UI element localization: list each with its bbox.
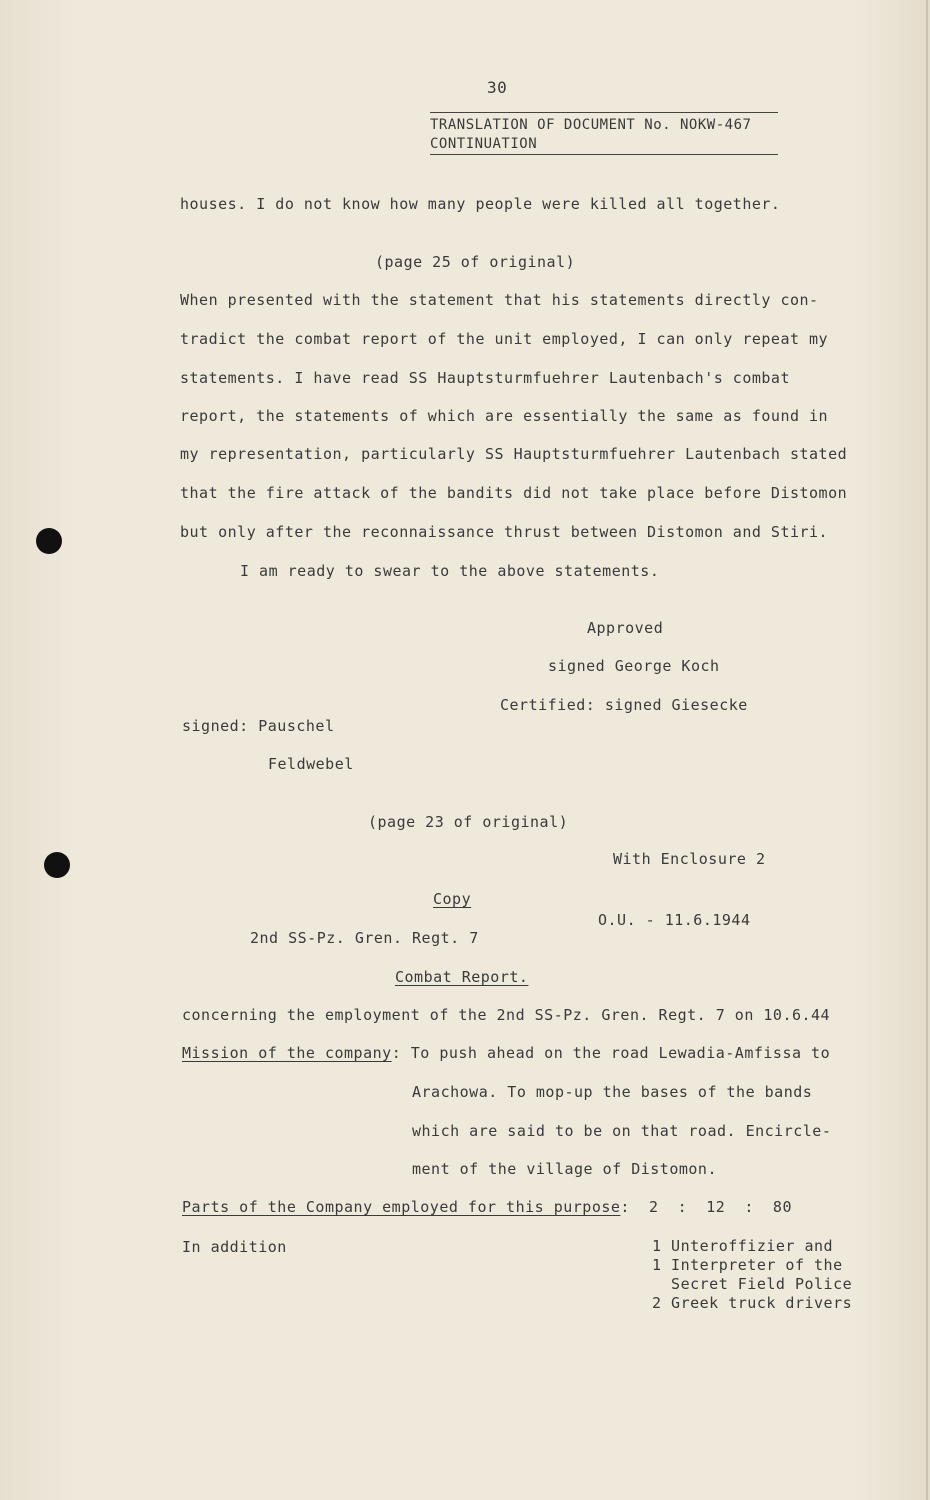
report-concerning: concerning the employment of the 2nd SS-Pz. Gren. Regt. 7 on 10.6.44 bbox=[182, 1006, 831, 1024]
header-top-rule bbox=[430, 112, 778, 113]
header-subtitle: CONTINUATION bbox=[430, 136, 538, 152]
body-line: my representation, particularly SS Hauptsturmfuehrer Lautenbach stated bbox=[180, 445, 848, 463]
body-line: I am ready to swear to the above statements. bbox=[240, 562, 660, 580]
unit-name: 2nd SS-Pz. Gren. Regt. 7 bbox=[250, 929, 479, 947]
report-title-text: Combat Report. bbox=[395, 968, 529, 986]
body-line: statements. I have read SS Hauptsturmfuehrer Lautenbach's combat bbox=[180, 369, 790, 387]
addition-line: 2 Greek truck drivers bbox=[652, 1294, 853, 1312]
header-bottom-rule bbox=[430, 154, 778, 155]
addition-line: 1 Interpreter of the bbox=[652, 1256, 843, 1274]
body-line: that the fire attack of the bandits did not take place before Distomon bbox=[180, 484, 848, 502]
signature-koch: signed George Koch bbox=[548, 657, 720, 675]
body-line: tradict the combat report of the unit employed, I can only repeat my bbox=[180, 330, 829, 348]
parts-line bbox=[182, 1200, 792, 1215]
page-edge-line bbox=[926, 0, 928, 1500]
mission-line: ment of the village of Distomon. bbox=[412, 1160, 717, 1178]
body-line: houses. I do not know how many people were killed all together. bbox=[180, 195, 781, 213]
body-line: When presented with the statement that his statements directly con- bbox=[180, 291, 819, 309]
parts-value: : 2 : 12 : 80 bbox=[620, 1198, 792, 1216]
report-date: O.U. - 11.6.1944 bbox=[598, 911, 751, 929]
mission-line: Arachowa. To mop-up the bases of the bands bbox=[412, 1083, 813, 1101]
in-addition-label: In addition bbox=[182, 1238, 287, 1256]
mission-line bbox=[182, 1046, 830, 1061]
page-number: 30 bbox=[487, 78, 508, 97]
page-reference: (page 25 of original) bbox=[375, 253, 576, 271]
copy-label: Copy bbox=[433, 890, 472, 908]
parts-label: Parts of the Company employed for this purpose bbox=[182, 1198, 621, 1216]
body-line: report, the statements of which are essentially the same as found in bbox=[180, 407, 829, 425]
addition-line: 1 Unteroffizier and bbox=[652, 1237, 834, 1255]
enclosure-note: With Enclosure 2 bbox=[613, 850, 766, 868]
punch-hole bbox=[44, 852, 70, 878]
addition-line: Secret Field Police bbox=[652, 1275, 853, 1293]
punch-hole bbox=[36, 528, 62, 554]
body-line: but only after the reconnaissance thrust between Distomon and Stiri. bbox=[180, 523, 829, 541]
signature-pauschel: signed: Pauschel bbox=[182, 717, 335, 735]
mission-line: which are said to be on that road. Encircle- bbox=[412, 1122, 832, 1140]
header-title: TRANSLATION OF DOCUMENT No. NOKW-467 bbox=[430, 117, 752, 133]
page-reference: (page 23 of original) bbox=[368, 813, 569, 831]
certified-signature: Certified: signed Giesecke bbox=[500, 696, 748, 714]
mission-text: : To push ahead on the road Lewadia-Amfissa to bbox=[391, 1044, 831, 1062]
signer-rank: Feldwebel bbox=[268, 755, 354, 773]
approved-label: Approved bbox=[587, 619, 664, 637]
report-title bbox=[395, 970, 528, 985]
mission-label: Mission of the company bbox=[182, 1044, 392, 1062]
